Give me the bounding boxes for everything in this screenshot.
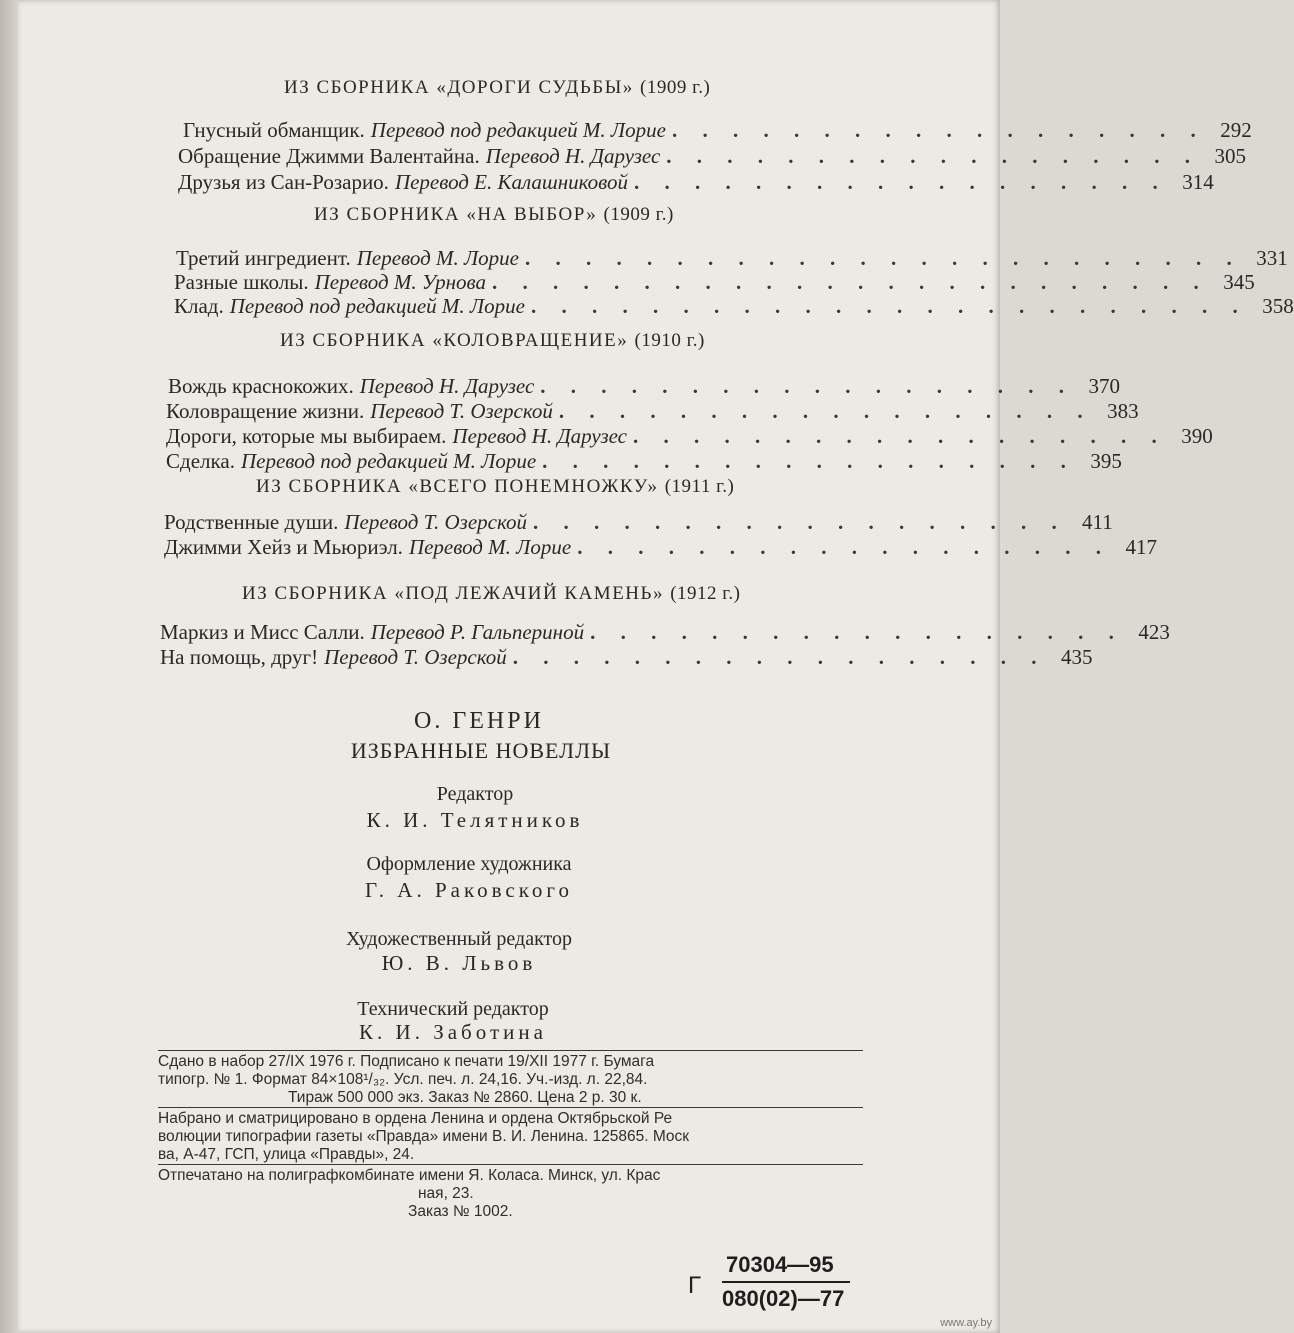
imprint-line: Сдано в набор 27/IX 1976 г. Подписано к печати 19/XII 1977 г. Бумага bbox=[158, 1053, 655, 1070]
editor-name: К. И. Телятников bbox=[366, 808, 584, 832]
book-page bbox=[18, 0, 1294, 1333]
imprint-line: волюции типографии газеты «Правда» имени В. И. Ленина. 125865. Моск bbox=[158, 1128, 690, 1145]
section-heading-title: ИЗ СБОРНИКА «ПОД ЛЕЖАЧИЙ КАМЕНЬ» bbox=[242, 583, 664, 604]
entry-page-number: 435 bbox=[1061, 645, 1093, 669]
entry-translation: Перевод М. Лорие bbox=[408, 535, 572, 559]
entry-translation: Перевод Р. Гальпериной bbox=[370, 620, 585, 644]
entry-translation: Перевод М. Лорие bbox=[356, 246, 519, 270]
entry-title: Обращение Джимми Валентайна. bbox=[178, 144, 480, 168]
entry-translation: Перевод Н. Дарузес bbox=[485, 144, 661, 168]
entry-title: Клад. bbox=[174, 294, 224, 318]
entry-translation: Перевод Т. Озерской bbox=[324, 645, 507, 669]
section-heading-year: (1912 г.) bbox=[670, 583, 741, 604]
code-top: 70304—95 bbox=[726, 1252, 834, 1277]
entry-title: Дороги, которые мы выбираем. bbox=[166, 424, 447, 448]
entry-title: На помощь, друг! bbox=[160, 645, 319, 669]
entry-page-number: 423 bbox=[1138, 620, 1170, 644]
entry-page-number: 390 bbox=[1181, 424, 1213, 448]
leader-dots: . . . . . . . . . . . . . . . . . . bbox=[532, 510, 1067, 534]
entry-title: Вождь краснокожих. bbox=[168, 374, 354, 398]
imprint-line: Тираж 500 000 экз. Заказ № 2860. Цена 2 р. 30 к. bbox=[288, 1089, 642, 1106]
imprint-print-data bbox=[158, 1050, 863, 1107]
imprint-typesetting bbox=[158, 1107, 863, 1164]
entry-page-number: 417 bbox=[1125, 535, 1157, 559]
entry-translation: Перевод М. Урнова bbox=[314, 270, 487, 294]
leader-dots: . . . . . . . . . . . . . . . . . . bbox=[512, 645, 1047, 669]
imprint-line: ная, 23. bbox=[418, 1185, 474, 1202]
section-heading-title: ИЗ СБОРНИКА «ВСЕГО ПОНЕМНОЖКУ» bbox=[256, 476, 659, 497]
entry-title: Разные школы. bbox=[174, 270, 309, 294]
leader-dots: . . . . . . . . . . . . . . . . . . bbox=[666, 144, 1201, 168]
entry-title: Друзья из Сан-Розарио. bbox=[178, 170, 389, 194]
entry-title: Джимми Хейз и Мьюриэл. bbox=[164, 535, 403, 559]
leader-dots: . . . . . . . . . . . . . . . . . . bbox=[671, 118, 1206, 142]
entry-translation: Перевод Т. Озерской bbox=[370, 399, 553, 423]
entry-page-number: 383 bbox=[1107, 399, 1139, 423]
imprint-line: Отпечатано на полиграфкомбинате имени Я. Коласа. Минск, ул. Крас bbox=[158, 1167, 661, 1184]
leader-dots: . . . . . . . . . . . . . . . . . . bbox=[540, 374, 1075, 398]
leader-dots: . . . . . . . . . . . . . . . . . . bbox=[590, 620, 1124, 644]
entry-page-number: 314 bbox=[1182, 170, 1214, 194]
section-heading-year: (1911 г.) bbox=[664, 476, 735, 497]
leader-dots: . . . . . . . . . . . . . . . . . . bbox=[558, 399, 1093, 423]
entry-page-number: 395 bbox=[1090, 449, 1122, 473]
entry-page-number: 345 bbox=[1223, 270, 1255, 294]
entry-page-number: 331 bbox=[1256, 246, 1288, 270]
site-watermark: www.ay.by bbox=[940, 1317, 992, 1329]
leader-dots: . . . . . . . . . . . . . . . . . . bbox=[577, 535, 1111, 559]
leader-dots: . . . . . . . . . . . . . . . . . . bbox=[542, 449, 1076, 473]
imprint-line: Набрано и сматрицировано в ордена Ленина и ордена Октябрьской Ре bbox=[158, 1110, 673, 1127]
leader-dots: . . . . . . . . . . . . . . . . . . bbox=[634, 170, 1168, 194]
imprint-printing bbox=[158, 1164, 863, 1221]
imprint-line: Заказ № 1002. bbox=[408, 1203, 513, 1220]
imprint-block bbox=[158, 1050, 863, 1221]
section-heading-title: ИЗ СБОРНИКА «ДОРОГИ СУДЬБЫ» bbox=[284, 77, 634, 98]
code-bottom: 080(02)—77 bbox=[722, 1286, 845, 1311]
leader-dots: . . . . . . . . . . . . . . . . . . . . . . . . bbox=[525, 246, 1242, 270]
entry-translation: Перевод Е. Калашниковой bbox=[394, 170, 628, 194]
entry-title: Коловращение жизни. bbox=[166, 399, 365, 423]
code-divider bbox=[722, 1281, 850, 1283]
entry-page-number: 411 bbox=[1082, 510, 1113, 534]
code-letter: Г bbox=[688, 1272, 701, 1299]
art-editor-name: Ю. В. Львов bbox=[381, 951, 537, 975]
design-role: Оформление художника bbox=[366, 853, 572, 875]
art-editor-role: Художественный редактор bbox=[346, 928, 572, 950]
entry-title: Третий ингредиент. bbox=[176, 246, 351, 270]
section-heading-title: ИЗ СБОРНИКА «НА ВЫБОР» bbox=[314, 204, 598, 225]
entry-title: Маркиз и Мисс Салли. bbox=[160, 620, 365, 644]
author-name: О. ГЕНРИ bbox=[414, 708, 544, 734]
imprint-line: ва, А-47, ГСП, улица «Правды», 24. bbox=[158, 1146, 415, 1163]
section-heading-year: (1910 г.) bbox=[634, 330, 705, 351]
leader-dots: . . . . . . . . . . . . . . . . . . bbox=[633, 424, 1167, 448]
imprint-line: типогр. № 1. Формат 84×108¹/₃₂. Усл. печ. л. 24,16. Уч.-изд. л. 22,84. bbox=[158, 1071, 648, 1088]
entry-translation: Перевод под редакцией М. Лорие bbox=[240, 449, 537, 473]
entry-translation: Перевод Т. Озерской bbox=[344, 510, 527, 534]
section-heading-title: ИЗ СБОРНИКА «КОЛОВРАЩЕНИЕ» bbox=[280, 330, 629, 351]
entry-title: Гнусный обманщик. bbox=[183, 118, 365, 142]
entry-page-number: 305 bbox=[1214, 144, 1247, 168]
entry-translation: Перевод под редакцией М. Лорие bbox=[370, 118, 666, 142]
entry-title: Сделка. bbox=[166, 449, 235, 473]
editor-role: Редактор bbox=[436, 783, 514, 805]
design-name: Г. А. Раковского bbox=[365, 878, 573, 902]
leader-dots: . . . . . . . . . . . . . . . . . . . . . . . . bbox=[492, 270, 1209, 294]
entry-page-number: 370 bbox=[1088, 374, 1121, 398]
section-heading-year: (1909 г.) bbox=[603, 204, 674, 225]
entry-page-number: 358 bbox=[1262, 294, 1294, 318]
entry-page-number: 292 bbox=[1220, 118, 1252, 142]
book-spine-shadow bbox=[0, 0, 18, 1333]
book-title: ИЗБРАННЫЕ НОВЕЛЛЫ bbox=[350, 738, 612, 763]
tech-editor-role: Технический редактор bbox=[357, 998, 549, 1020]
entry-title: Родственные души. bbox=[164, 510, 339, 534]
entry-translation: Перевод Н. Дарузес bbox=[359, 374, 535, 398]
section-heading-year: (1909 г.) bbox=[640, 77, 711, 98]
tech-editor-name: К. И. Заботина bbox=[359, 1020, 547, 1044]
entry-translation: Перевод под редакцией М. Лорие bbox=[229, 294, 525, 318]
leader-dots: . . . . . . . . . . . . . . . . . . . . . . . . bbox=[530, 294, 1248, 318]
entry-translation: Перевод Н. Дарузес bbox=[452, 424, 627, 448]
